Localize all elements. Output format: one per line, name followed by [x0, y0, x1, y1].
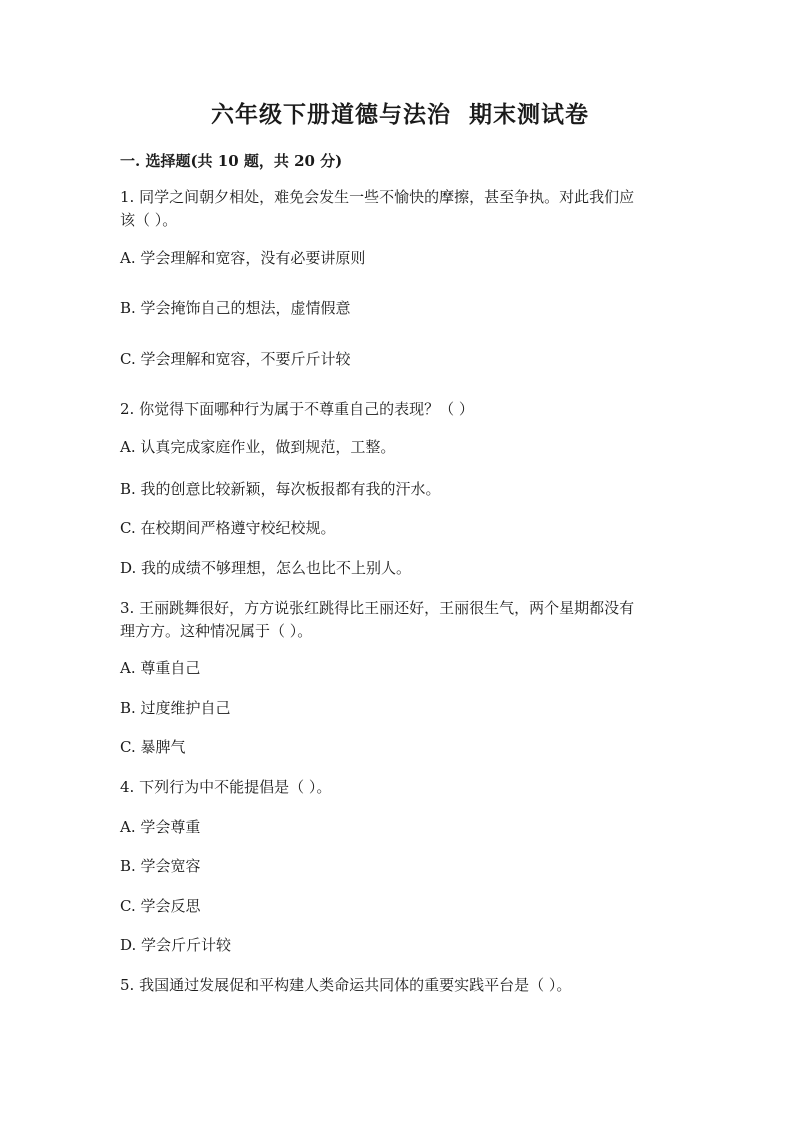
question-1-line-1: 1. 同学之间朝夕相处，难免会发生一些不愉快的摩擦，甚至争执。对此我们应 — [120, 188, 635, 206]
question-1-option-a: A. 学会理解和宽容，没有必要讲原则 — [120, 249, 366, 267]
question-5: 5. 我国通过发展促和平构建人类命运共同体的重要实践平台是（ ）。 — [120, 976, 572, 994]
question-3-option-a: A. 尊重自己 — [120, 659, 201, 677]
question-4-option-b: B. 学会宽容 — [120, 857, 201, 875]
question-3-option-b: B. 过度维护自己 — [120, 699, 231, 717]
question-2-option-d: D. 我的成绩不够理想，怎么也比不上别人。 — [120, 559, 412, 577]
question-4-option-c: C. 学会反思 — [120, 897, 201, 915]
question-3-option-c: C. 暴脾气 — [120, 738, 186, 756]
question-3-line-1: 3. 王丽跳舞很好，方方说张红跳得比王丽还好，王丽很生气，两个星期都没有 — [120, 599, 635, 617]
question-2-option-a: A. 认真完成家庭作业，做到规范，工整。 — [120, 438, 396, 456]
question-2-option-c: C. 在校期间严格遵守校纪校规。 — [120, 519, 336, 537]
question-3-line-2: 理方方。这种情况属于（ ）。 — [120, 622, 313, 640]
question-4-option-d: D. 学会斤斤计较 — [120, 936, 232, 954]
section-heading: 一. 选择题(共 10 题，共 20 分) — [120, 152, 343, 170]
question-1-option-c: C. 学会理解和宽容，不要斤斤计较 — [120, 350, 351, 368]
question-4-option-a: A. 学会尊重 — [120, 818, 201, 836]
question-2: 2. 你觉得下面哪种行为属于不尊重自己的表现？（ ） — [120, 400, 474, 418]
question-1-line-2: 该（ ）。 — [120, 211, 178, 229]
question-2-option-b: B. 我的创意比较新颖，每次板报都有我的汗水。 — [120, 480, 441, 498]
page-title: 六年级下册道德与法治 期末测试卷 — [210, 101, 589, 128]
question-4: 4. 下列行为中不能提倡是（ ）。 — [120, 778, 332, 796]
question-1-option-b: B. 学会掩饰自己的想法，虚情假意 — [120, 299, 351, 317]
